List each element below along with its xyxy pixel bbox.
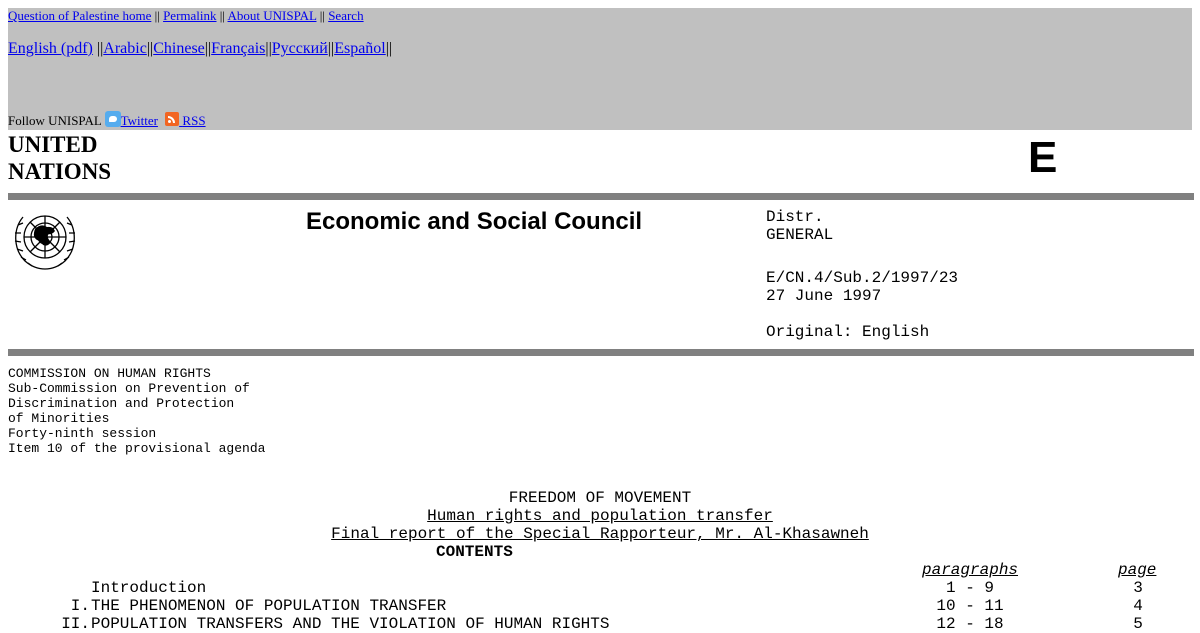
- unispal-header-bar: [8, 8, 1192, 130]
- toc-paragraphs: 1 - 9: [945, 579, 994, 597]
- toc-column-page: page: [1118, 561, 1157, 579]
- follow-label: Follow UNISPAL: [8, 113, 102, 128]
- top-nav: [8, 8, 364, 24]
- commission-line: of Minorities: [8, 411, 110, 426]
- un-emblem-icon: [9, 207, 81, 271]
- nav-link-search[interactable]: Search: [328, 8, 364, 23]
- contents-heading: CONTENTS: [436, 543, 513, 561]
- org-line-1: UNITED: [8, 132, 98, 157]
- distribution-block: [766, 208, 958, 341]
- document-date: 27 June 1997: [766, 287, 882, 305]
- document-symbol: E/CN.4/Sub.2/1997/23: [766, 269, 959, 287]
- language-links: [8, 39, 392, 59]
- lang-link-french[interactable]: Français: [211, 40, 266, 57]
- commission-block: [8, 366, 265, 456]
- distr-label: Distr.: [766, 208, 824, 226]
- toc-number: I.: [70, 597, 90, 615]
- toc-paragraphs: 12 - 18: [936, 615, 1004, 633]
- original-language: Original: English: [766, 323, 930, 341]
- lang-link-russian[interactable]: Русский: [271, 40, 328, 57]
- lang-separator: ||: [96, 40, 104, 57]
- commission-line: Discrimination and Protection: [8, 396, 235, 411]
- lang-separator: ||: [265, 40, 272, 57]
- twitter-icon: [105, 111, 121, 127]
- lang-separator: ||: [204, 40, 212, 57]
- org-line-2: NATIONS: [8, 159, 112, 184]
- nav-separator: ||: [154, 8, 160, 23]
- lang-link-english-pdf[interactable]: English (pdf): [8, 40, 93, 57]
- rss-link[interactable]: [161, 113, 205, 128]
- lang-separator: ||: [385, 40, 393, 57]
- toc-column-paragraphs: paragraphs: [922, 561, 1019, 579]
- nav-link-about[interactable]: About UNISPAL: [227, 8, 317, 23]
- twitter-label: Twitter: [120, 113, 158, 128]
- commission-line: COMMISSION ON HUMAN RIGHTS: [8, 366, 211, 381]
- twitter-link[interactable]: [105, 113, 158, 128]
- rss-label: RSS: [182, 113, 206, 128]
- nav-separator: ||: [219, 8, 225, 23]
- title-line-1: FREEDOM OF MOVEMENT: [508, 489, 692, 507]
- nav-separator: ||: [319, 8, 325, 23]
- title-line-3: Final report of the Special Rapporteur, Mr. Al-Khasawneh: [331, 525, 869, 543]
- toc-number: II.: [61, 615, 90, 633]
- lang-link-spanish[interactable]: Español: [334, 40, 386, 57]
- title-line-2: Human rights and population transfer: [427, 507, 773, 525]
- lang-link-chinese[interactable]: Chinese: [153, 40, 205, 57]
- toc-paragraphs: 10 - 11: [936, 597, 1004, 615]
- organization-name: [8, 131, 111, 185]
- commission-line: Sub-Commission on Prevention of: [8, 381, 250, 396]
- rss-icon: [165, 112, 179, 126]
- nav-link-palestine-home[interactable]: Question of Palestine home: [8, 8, 152, 23]
- distr-value: GENERAL: [766, 226, 834, 244]
- commission-line: Item 10 of the provisional agenda: [8, 441, 266, 456]
- toc-page: 3: [1133, 579, 1143, 597]
- toc-title: THE PHENOMENON OF POPULATION TRANSFER: [91, 597, 447, 615]
- commission-line: Forty-ninth session: [8, 426, 157, 441]
- toc-row: [0, 615, 1200, 633]
- header-rule-bottom: [8, 349, 1194, 356]
- lang-separator: ||: [146, 40, 154, 57]
- document-title-block: [0, 489, 1200, 543]
- header-rule-top: [8, 193, 1194, 200]
- toc-page: 4: [1133, 597, 1143, 615]
- lang-separator: ||: [327, 40, 335, 57]
- document-series-letter: E: [1028, 133, 1058, 182]
- council-name: Economic and Social Council: [306, 208, 643, 235]
- toc-page: 5: [1133, 615, 1143, 633]
- toc-row: [0, 579, 1200, 597]
- toc-title: POPULATION TRANSFERS AND THE VIOLATION OF HUMAN RIGHTS: [91, 615, 610, 633]
- nav-link-permalink[interactable]: Permalink: [163, 8, 217, 23]
- follow-unispal: [8, 111, 206, 129]
- lang-link-arabic[interactable]: Arabic: [103, 40, 147, 57]
- toc-row: [0, 597, 1200, 615]
- toc-title: Introduction: [91, 579, 207, 597]
